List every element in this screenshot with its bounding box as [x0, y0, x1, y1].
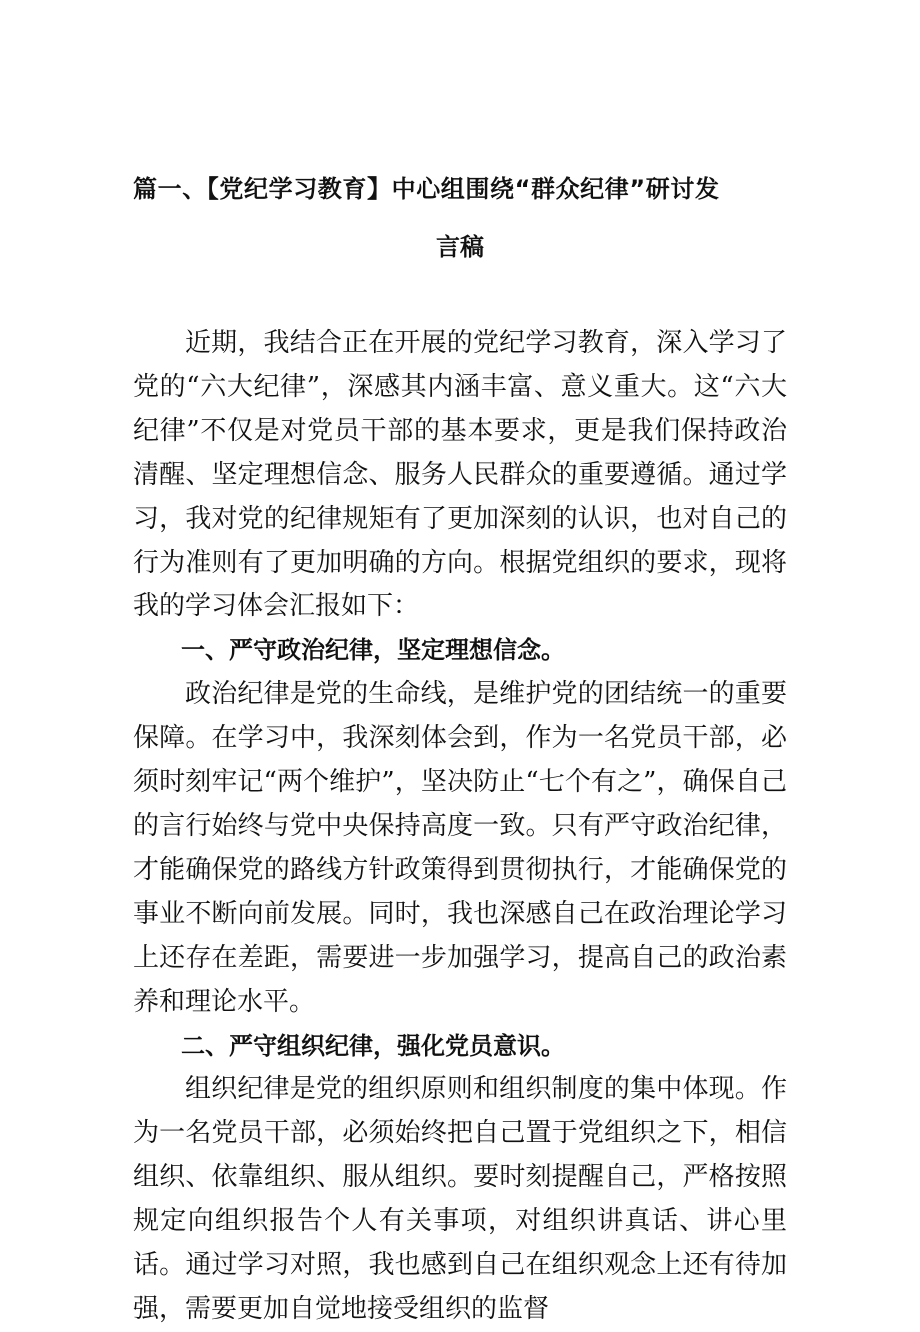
- document-title-line-1: 篇一、【党纪学习教育】中心组围绕“群众纪律”研讨发: [133, 175, 720, 203]
- intro-paragraph: 近期，我结合正在开展的党纪学习教育，深入学习了党的“六大纪律”，深感其内涵丰富、意义重大。这“六大纪律”不仅是对党员干部的基本要求，更是我们保持政治清醒、坚定理想信念、服务人民群众的重要遵循。通过学习，我对党的纪律规矩有了更加深刻的认识，也对自己的行为准则有了更加明确的方向。根据党组织的要求，现将我的学习体会汇报如下：: [133, 328, 787, 622]
- section-paragraph-political-discipline: 政治纪律是党的生命线，是维护党的团结统一的重要保障。在学习中，我深刻体会到，作为一名党员干部，必须时刻牢记“两个维护”，坚决防止“七个有之”，确保自己的言行始终与党中央保持高度一致。只有严守政治纪律，才能确保党的路线方针政策得到贯彻执行，才能确保党的事业不断向前发展。同时，我也深感自己在政治理论学习上还存在差距，需要进一步加强学习，提高自己的政治素养和理论水平。: [133, 679, 787, 1017]
- section-paragraph-organizational-discipline: 组织纪律是党的组织原则和组织制度的集中体现。作为一名党员干部，必须始终把自己置于党组织之下，相信组织、依靠组织、服从组织。要时刻提醒自己，严格按照规定向组织报告个人有关事项，对组织讲真话、讲心里话。通过学习对照，我也感到自己在组织观念上还有待加强，需要更加自觉地接受组织的监督: [133, 1074, 787, 1324]
- document-body: [133, 322, 787, 1332]
- section-heading-political-discipline: 一、严守政治纪律，坚定理想信念。: [181, 636, 565, 665]
- document-title-line-2: 言稿: [436, 233, 484, 261]
- section-heading-organizational-discipline: 二、严守组织纪律，强化党员意识。: [181, 1031, 565, 1060]
